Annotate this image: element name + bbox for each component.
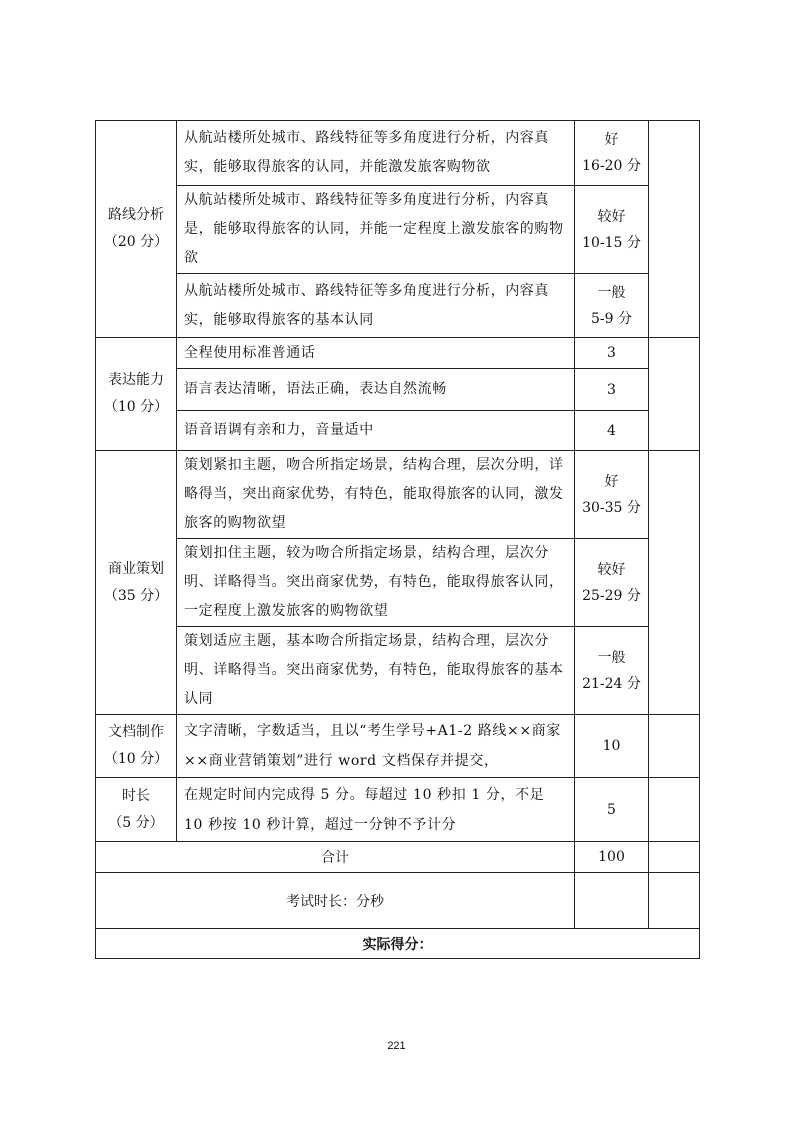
points-cell: 5	[575, 778, 649, 842]
blank-cell	[649, 873, 700, 929]
grade-range: 21-24 分	[582, 675, 641, 692]
points-cell: 3	[575, 338, 649, 369]
score-blank-cell	[649, 842, 700, 873]
category-name: 文档制作	[108, 724, 164, 740]
actual-score-label: 实际得分：	[96, 929, 700, 959]
score-blank-cell	[649, 451, 700, 715]
score-blank-cell	[649, 778, 700, 842]
grade-cell	[575, 539, 649, 627]
criterion-text: 策划扣住主题，较为吻合所指定场景，结构合理，层次分明、详略得当。突出商家优势，有特色，能取得旅客认同，一定程度上激发旅客的购物欲望	[177, 539, 575, 627]
grade-level: 较好	[597, 561, 626, 578]
grade-cell	[575, 274, 649, 338]
table-row	[96, 369, 700, 411]
criterion-text: 文字清晰，字数适当，且以“考生学号+A1-2 路线××商家××商业营销策划”进行 word 文档保存并提交，	[177, 715, 575, 778]
scoring-table	[95, 120, 700, 959]
table-row	[96, 411, 700, 451]
exam-time-label: 考试时长：分秒	[96, 873, 575, 929]
table-row	[96, 778, 700, 842]
grade-range: 25-29 分	[582, 587, 641, 604]
category-name: 时长	[122, 787, 150, 804]
criterion-text: 在规定时间内完成得 5 分。每超过 10 秒扣 1 分，不足 10 秒按 10 秒计算，超过一分钟不予计分	[177, 778, 575, 842]
total-row	[96, 842, 700, 873]
criterion-text: 语言表达清晰，语法正确，表达自然流畅	[177, 369, 575, 411]
page-number: 221	[387, 1040, 406, 1052]
points-cell: 4	[575, 411, 649, 451]
table-row	[96, 627, 700, 715]
category-score: （5 分）	[108, 814, 164, 831]
category-cell	[96, 778, 177, 842]
grade-range: 10-15 分	[582, 234, 641, 251]
criterion-text: 从航站楼所处城市、路线特征等多角度进行分析，内容真实，能够取得旅客的认同，并能激发旅客购物欲	[177, 121, 575, 186]
grade-range: 5-9 分	[591, 310, 632, 327]
criterion-text: 策划适应主题，基本吻合所指定场景，结构合理，层次分明、详略得当。突出商家优势，有特色，能取得旅客的基本认同	[177, 627, 575, 715]
total-label: 合计	[96, 842, 575, 873]
exam-time-row	[96, 873, 700, 929]
criterion-text: 语音语调有亲和力，音量适中	[177, 411, 575, 451]
criterion-text: 策划紧扣主题，吻合所指定场景，结构合理，层次分明，详略得当，突出商家优势，有特色，能取得旅客的认同，激发旅客的购物欲望	[177, 451, 575, 539]
category-score: （35 分）	[103, 587, 169, 604]
category-cell	[96, 121, 177, 338]
actual-score-row	[96, 929, 700, 959]
points-cell: 10	[575, 715, 649, 778]
grade-range: 30-35 分	[582, 499, 641, 516]
category-score: （10 分）	[103, 751, 169, 767]
criterion-text: 从航站楼所处城市、路线特征等多角度进行分析，内容真是，能够取得旅客的认同，并能一定程度上激发旅客的购物欲	[177, 186, 575, 274]
table-row	[96, 451, 700, 539]
criterion-text: 从航站楼所处城市、路线特征等多角度进行分析，内容真实，能够取得旅客的基本认同	[177, 274, 575, 338]
grade-level: 一般	[597, 649, 626, 666]
grade-level: 较好	[597, 208, 626, 225]
table-row	[96, 338, 700, 369]
points-cell: 3	[575, 369, 649, 411]
grade-cell	[575, 627, 649, 715]
category-cell	[96, 451, 177, 715]
grade-level: 好	[604, 132, 619, 148]
category-score: （10 分）	[103, 399, 169, 415]
blank-cell	[575, 873, 649, 929]
category-name: 路线分析	[108, 207, 164, 223]
table-row	[96, 715, 700, 778]
category-name: 商业策划	[108, 560, 164, 577]
category-cell	[96, 338, 177, 451]
category-cell	[96, 715, 177, 778]
grade-cell	[575, 186, 649, 274]
table-row	[96, 186, 700, 274]
criterion-text: 全程使用标准普通话	[177, 338, 575, 369]
score-blank-cell	[649, 121, 700, 338]
total-points: 100	[575, 842, 649, 873]
category-score: （20 分）	[103, 234, 169, 250]
grade-cell	[575, 451, 649, 539]
grade-cell	[575, 121, 649, 186]
grade-level: 好	[604, 473, 619, 490]
grade-level: 一般	[597, 284, 626, 301]
table-row	[96, 274, 700, 338]
score-blank-cell	[649, 715, 700, 778]
category-name: 表达能力	[108, 372, 164, 388]
table-row	[96, 121, 700, 186]
score-blank-cell	[649, 338, 700, 451]
table-row	[96, 539, 700, 627]
grade-range: 16-20 分	[582, 158, 641, 174]
